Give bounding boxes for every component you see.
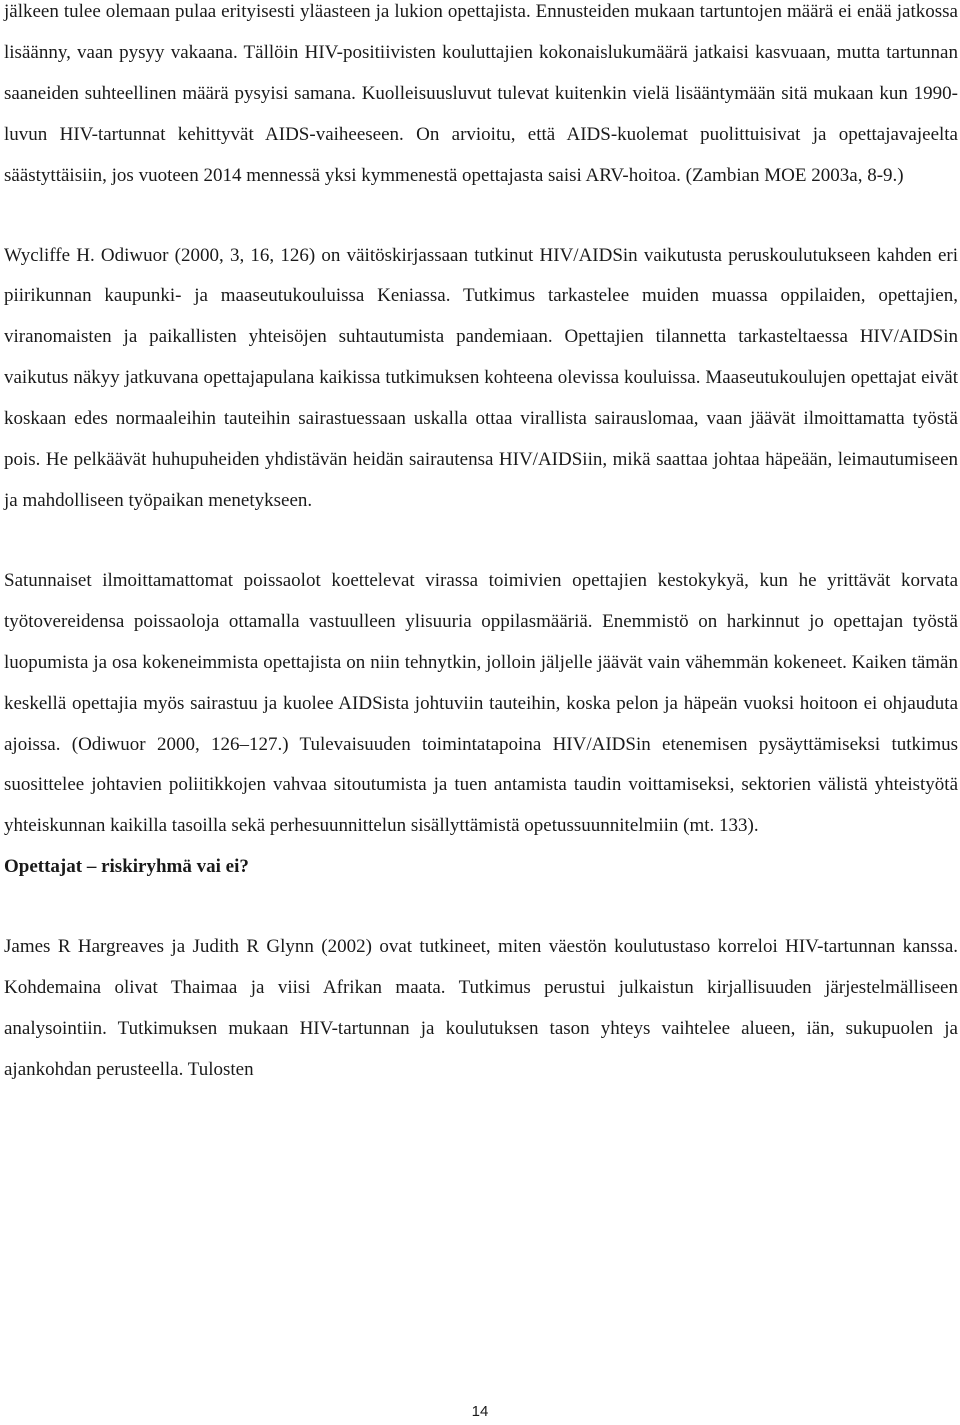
document-page	[4, 0, 958, 1091]
section-heading: Opettajat – riskiryhmä vai ei?	[4, 856, 249, 878]
paragraph-1: jälkeen tulee olemaan pulaa erityisesti yläasteen ja lukion opettajista. Ennusteiden mukaan tartuntojen määrä ei enää jatkossa lisäänny, vaan pysyy vakaana. Tällöin HIV-positiivisten kouluttajien kokonaislukumäärä jatkaisi kasvuaan, mutta tartunnan saaneiden suhteellinen määrä pysyisi samana. Kuolleisuusluvut tulevat kuitenkin vielä lisääntymään sitä mukaan kun 1990-luvun HIV-tartunnat kehittyvät AIDS-vaiheeseen. On arvioitu, että AIDS-kuolemat puolittuisivat ja opettajavajeelta säästyttäisiin, jos vuoteen 2014 mennessä yksi kymmenestä opettajasta saisi ARV-hoitoa. (Zambian MOE 2003a, 8-9.)	[4, 1, 958, 186]
paragraph-4: James R Hargreaves ja Judith R Glynn (2002) ovat tutkineet, miten väestön koulutustaso korreloi HIV-tartunnan kanssa. Kohdemaina olivat Thaimaa ja viisi Afrikan maata. Tutkimus perustui julkaistun kirjallisuuden järjestelmälliseen analysointiin. Tutkimuksen mukaan HIV-tartunnan ja koulutuksen tason yhteys vaihtelee alueen, iän, sukupuolen ja ajankohdan perusteella. Tulosten	[4, 936, 958, 1080]
paragraph-2: Wycliffe H. Odiwuor (2000, 3, 16, 126) on väitöskirjassaan tutkinut HIV/AIDSin vaikutusta peruskoulutukseen kahden eri piirikunnan kaupunki- ja maaseutukouluissa Keniassa. Tutkimus tarkastelee muiden muassa oppilaiden, opettajien, viranomaisten ja paikallisten yhteisöjen suhtautumista pandemiaan. Opettajien tilannetta tarkasteltaessa HIV/AIDSin vaikutus näkyy jatkuvana opettajapulana kaikissa tutkimuksen kohteena olevissa kouluissa. Maaseutukoulujen opettajat eivät koskaan edes normaaleihin tauteihin sairastuessaan uskalla ottaa virallista sairauslomaa, vaan jäävät ilmoittamatta työstä pois. He pelkäävät huhupuheiden yhdistävän heidän sairautensa HIV/AIDSiin, mikä saattaa johtaa häpeään, leimautumiseen ja mahdolliseen työpaikan menetykseen.	[4, 244, 958, 511]
page-number: 14	[471, 1403, 489, 1420]
paragraph-3: Satunnaiset ilmoittamattomat poissaolot koettelevat virassa toimivien opettajien kestokykyä, kun he yrittävät korvata työtovereidensa poissaoloja ottamalla vastuulleen ylisuuria oppilasmääriä. Enemmistö on harkinnut jo opettajan työstä luopumista ja osa kokeneimmista opettajista on niin tehnytkin, jolloin jäljelle jäävät vain vähemmän kokeneet. Kaiken tämän keskellä opettajia myös sairastuu ja kuolee AIDSista johtuviin tauteihin, koska pelon ja häpeän vuoksi hoitoon ei ohjauduta ajoissa. (Odiwuor 2000, 126–127.) Tulevaisuuden toimintatapoina HIV/AIDSin etenemisen pysäyttämiseksi tutkimus suosittelee johtavien poliitikkojen vahvaa sitoutumista ja tuen antamista taudin voittamiseksi, sektorien välistä yhteistyötä yhteiskunnan kaikilla tasoilla sekä perhesuunnittelun sisällyttämistä opetussuunnitelmiin (mt. 133).	[4, 569, 958, 837]
